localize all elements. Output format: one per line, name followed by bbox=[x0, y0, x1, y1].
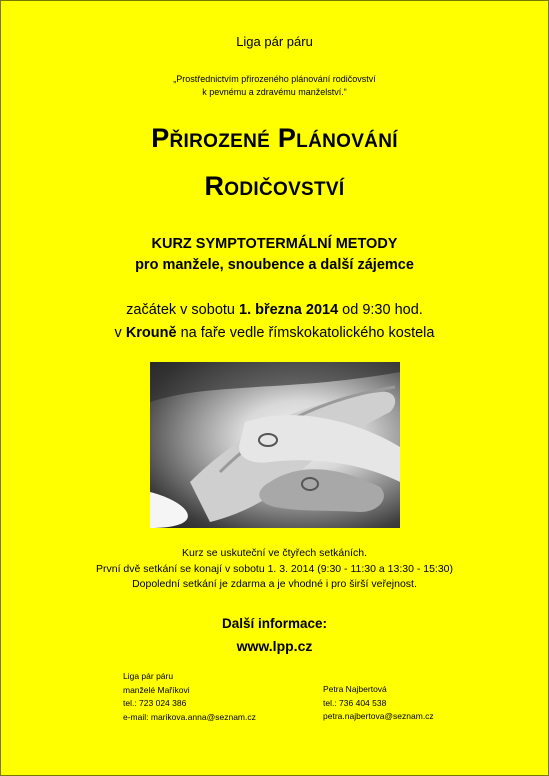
contact-right-name: Petra Najbertová bbox=[323, 684, 387, 694]
wedding-hands-photo bbox=[150, 362, 400, 528]
details-line-1: Kurz se uskuteční ve čtyřech setkáních. bbox=[181, 547, 367, 559]
place-prefix: v bbox=[114, 325, 126, 341]
start-info bbox=[1, 299, 548, 345]
page-title-line-2: Rodičovství bbox=[204, 171, 345, 201]
motto-quote bbox=[1, 73, 548, 99]
organization-name: Liga pár páru bbox=[236, 34, 313, 49]
page-title-line-1: Přirozené Plánování bbox=[151, 123, 398, 153]
contact-left-email[interactable]: e-mail: marikova.anna@seznam.cz bbox=[123, 711, 256, 722]
course-name: KURZ SYMPTOTERMÁLNÍ METODY bbox=[151, 236, 398, 252]
contact-right-phone: tel.: 736 404 538 bbox=[323, 697, 387, 708]
details-line-3: Dopolední setkání je zdarma a je vhodné i pro širší veřejnost. bbox=[132, 578, 417, 590]
contact-right bbox=[323, 683, 434, 724]
start-date: 1. března 2014 bbox=[239, 302, 339, 318]
course-subtitle bbox=[1, 234, 548, 276]
more-info-label: Další informace: bbox=[221, 616, 328, 631]
place-detail: na faře vedle římskokatolického kostela bbox=[176, 325, 435, 341]
hands-illustration bbox=[150, 362, 400, 528]
course-audience: pro manžele, snoubence a další zájemce bbox=[135, 257, 414, 273]
contact-left-phone: tel.: 723 024 386 bbox=[123, 698, 187, 708]
motto-line-1: „Prostřednictvím přirozeného plánování rodičovství bbox=[173, 74, 376, 84]
start-date-line bbox=[1, 299, 548, 322]
motto-line-2: k pevnému a zdravému manželství.“ bbox=[202, 87, 347, 97]
start-time: od 9:30 hod. bbox=[338, 302, 423, 318]
place-town: Krouně bbox=[125, 325, 177, 341]
contact-right-email[interactable]: petra.najbertova@seznam.cz bbox=[323, 711, 434, 721]
contact-left bbox=[123, 670, 256, 724]
start-place-line bbox=[1, 322, 548, 345]
website-link[interactable]: www.lpp.cz bbox=[236, 638, 313, 654]
details-line-2: První dvě setkání se konají v sobotu 1. 3. 2014 (9:30 - 11:30 a 13:30 - 15:30) bbox=[95, 562, 454, 575]
contact-left-organization: Liga pár páru bbox=[123, 671, 174, 681]
start-prefix: začátek v sobotu bbox=[126, 302, 239, 318]
contact-left-names: manželé Maříkovi bbox=[123, 684, 190, 695]
course-details bbox=[1, 546, 548, 593]
